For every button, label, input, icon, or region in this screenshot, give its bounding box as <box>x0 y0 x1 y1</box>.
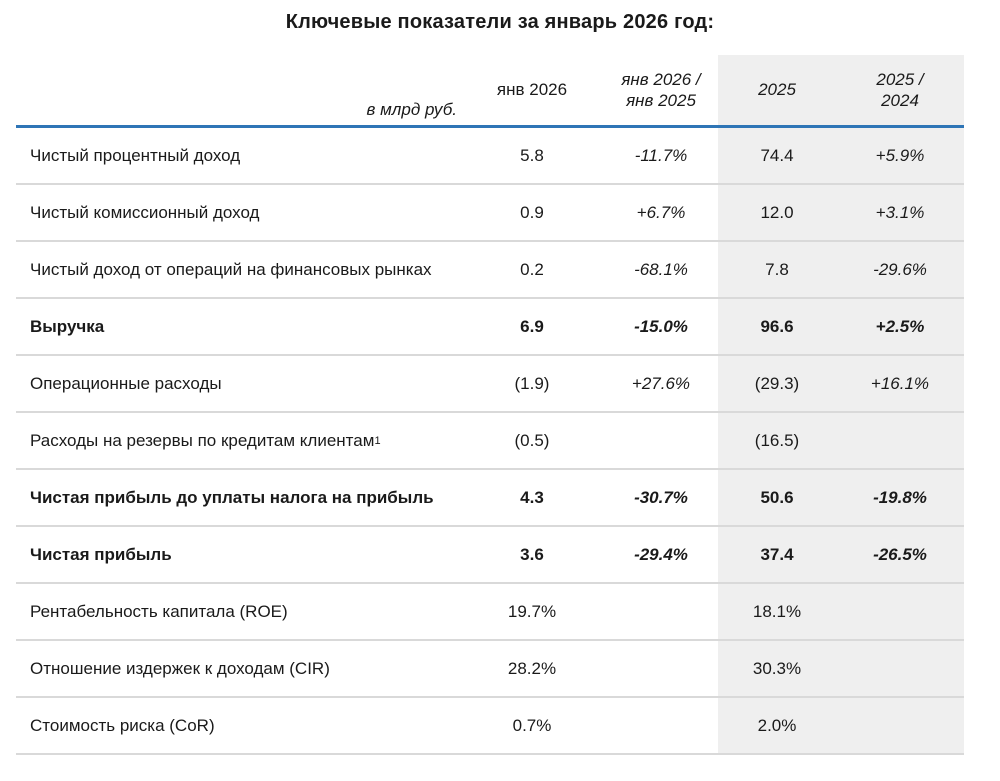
value-2025: 12.0 <box>718 185 836 240</box>
value-jan2026: 4.3 <box>520 487 544 507</box>
value-jan-yoy: -30.7% <box>634 487 688 507</box>
value-jan2026: 5.8 <box>520 145 544 165</box>
page-title: Ключевые показатели за январь 2026 год: <box>285 11 715 33</box>
value-jan2026: 0.7% <box>512 715 552 735</box>
value-2025-yoy: +3.1% <box>836 185 964 240</box>
column-header-jan-yoy <box>604 55 718 125</box>
value-jan2026: 19.7% <box>507 601 557 621</box>
metric-label <box>16 185 460 240</box>
metric-label-text: Чистая прибыль <box>30 544 172 564</box>
metric-label-text: Чистый процентный доход <box>30 145 241 165</box>
column-header-line-1: 2025 / <box>876 70 924 89</box>
value-jan2026: (1.9) <box>514 373 550 393</box>
value-jan2026: 0.2 <box>520 259 544 279</box>
value-2025-yoy <box>836 413 964 468</box>
value-jan-yoy <box>604 641 718 696</box>
value-2025: 37.4 <box>718 527 836 582</box>
column-header-jan2026: янв 2026 <box>496 80 568 99</box>
value-2025-yoy: +5.9% <box>836 128 964 183</box>
metric-label-text: Расходы на резервы по кредитам клиентам <box>30 430 375 450</box>
column-header-line-1: янв 2026 / <box>621 70 701 89</box>
metric-label-text: Чистый комиссионный доход <box>30 202 260 222</box>
value-2025: (29.3) <box>718 356 836 411</box>
metric-label-text: Стоимость риска (CoR) <box>30 715 215 735</box>
value-2025: 96.6 <box>718 299 836 354</box>
metric-label <box>16 242 460 297</box>
value-jan-yoy: -68.1% <box>634 259 688 279</box>
value-jan-yoy <box>604 698 718 753</box>
metric-label-text: Рентабельность капитала (ROE) <box>30 601 288 621</box>
value-2025: 18.1% <box>718 584 836 639</box>
value-jan-yoy: -29.4% <box>634 544 688 564</box>
table-row <box>16 299 964 356</box>
metric-label <box>16 299 460 354</box>
value-2025-yoy: +16.1% <box>836 356 964 411</box>
value-2025-yoy: -29.6% <box>836 242 964 297</box>
metric-label-text: Чистый доход от операций на финансовых рынках <box>30 259 432 279</box>
metric-label <box>16 128 460 183</box>
value-jan-yoy: -15.0% <box>634 316 688 336</box>
value-2025-yoy: +2.5% <box>836 299 964 354</box>
metric-label <box>16 584 460 639</box>
metric-label <box>16 470 460 525</box>
key-indicators-table <box>16 55 964 755</box>
column-header-line-2: янв 2025 <box>626 91 696 110</box>
table-row <box>16 584 964 641</box>
metric-label-text: Выручка <box>30 316 105 336</box>
metric-label <box>16 527 460 582</box>
column-header-2025: 2025 <box>718 55 836 125</box>
value-jan2026: 3.6 <box>520 544 544 564</box>
value-2025-yoy <box>836 584 964 639</box>
table-row <box>16 128 964 185</box>
value-2025: 74.4 <box>718 128 836 183</box>
metric-label-text: Отношение издержек к доходам (CIR) <box>30 658 330 678</box>
table-row <box>16 185 964 242</box>
value-jan-yoy <box>604 413 718 468</box>
value-2025: 50.6 <box>718 470 836 525</box>
table-row <box>16 527 964 584</box>
value-jan-yoy <box>604 584 718 639</box>
value-jan2026: 6.9 <box>520 316 544 336</box>
value-2025-yoy: -26.5% <box>836 527 964 582</box>
value-2025: 2.0% <box>718 698 836 753</box>
value-jan2026: (0.5) <box>514 430 550 450</box>
value-2025: (16.5) <box>718 413 836 468</box>
value-2025-yoy <box>836 641 964 696</box>
value-2025-yoy <box>836 698 964 753</box>
metric-label <box>16 641 460 696</box>
metric-label <box>16 698 460 753</box>
value-jan-yoy: +6.7% <box>636 202 686 222</box>
metric-label-text: Операционные расходы <box>30 373 222 393</box>
value-2025: 7.8 <box>718 242 836 297</box>
column-header-2025-yoy <box>836 55 964 125</box>
table-row <box>16 470 964 527</box>
column-header-line-2: 2024 <box>881 91 919 110</box>
value-jan-yoy: +27.6% <box>631 373 691 393</box>
metric-label: Расходы на резервы по кредитам клиентам 1 <box>30 430 381 450</box>
value-2025-yoy: -19.8% <box>836 470 964 525</box>
value-jan-yoy: -11.7% <box>634 145 688 165</box>
table-row <box>16 242 964 299</box>
table-row <box>16 641 964 698</box>
table-row <box>16 356 964 413</box>
value-jan2026: 0.9 <box>520 202 544 222</box>
value-2025: 30.3% <box>718 641 836 696</box>
table-row <box>16 698 964 755</box>
metric-label-text: Чистая прибыль до уплаты налога на прибыль <box>30 487 434 507</box>
metric-label <box>16 356 460 411</box>
value-jan2026: 28.2% <box>507 658 557 678</box>
table-row <box>16 413 964 470</box>
unit-label: в млрд руб. <box>366 100 457 119</box>
table-header-row <box>16 55 964 128</box>
